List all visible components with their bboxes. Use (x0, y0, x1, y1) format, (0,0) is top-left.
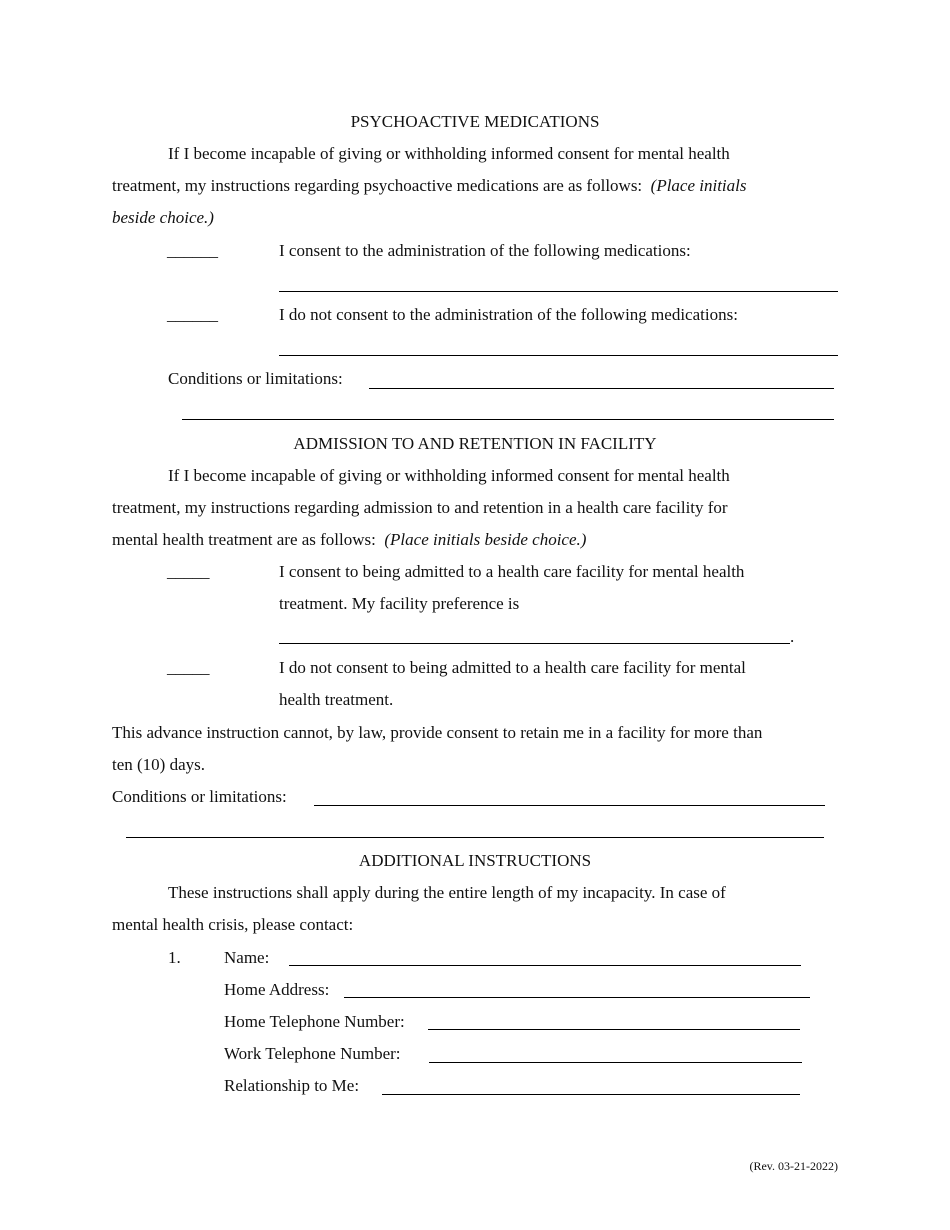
psychoactive-conditions-field[interactable] (369, 388, 834, 389)
law-note-line-1: This advance instruction cannot, by law, provide consent to retain me in a facility for more than (112, 723, 763, 742)
home-phone-field[interactable] (428, 1029, 800, 1030)
consent-meds-field[interactable] (279, 291, 838, 292)
no-consent-admission-label-1: I do not consent to being admitted to a health care facility for mental (279, 658, 746, 677)
psychoactive-intro-note-cont: beside choice.) (112, 208, 214, 227)
initials-no-consent-meds[interactable]: ______ (167, 305, 218, 324)
no-consent-meds-label: I do not consent to the administration of the following medications: (279, 305, 738, 324)
psychoactive-heading: PSYCHOACTIVE MEDICATIONS (350, 112, 600, 131)
law-note-line-2: ten (10) days. (112, 755, 206, 774)
name-field[interactable] (289, 965, 801, 966)
initials-no-consent-admission[interactable]: _____ (167, 658, 210, 677)
admission-intro-line-3 (112, 530, 586, 550)
initials-consent-meds[interactable]: ______ (167, 241, 218, 260)
additional-intro-line-1: These instructions shall apply during the entire length of my incapacity. In case of (168, 883, 726, 902)
additional-heading: ADDITIONAL INSTRUCTIONS (358, 851, 592, 870)
work-phone-field[interactable] (429, 1062, 802, 1063)
admission-intro-text: mental health treatment are as follows: (112, 530, 376, 549)
psychoactive-conditions-label: Conditions or limitations: (168, 369, 343, 388)
work-phone-label: Work Telephone Number: (224, 1044, 401, 1063)
psychoactive-intro-line-1: If I become incapable of giving or withholding informed consent for mental health (168, 144, 730, 163)
relationship-field[interactable] (382, 1094, 800, 1095)
consent-admission-label-2: treatment. My facility preference is (279, 594, 520, 613)
relationship-label: Relationship to Me: (224, 1076, 360, 1095)
psychoactive-intro-text: treatment, my instructions regarding psychoactive medications are as follows: (112, 176, 643, 195)
initials-consent-admission[interactable]: _____ (167, 562, 210, 581)
name-label: Name: (224, 948, 270, 967)
no-consent-admission-label-2: health treatment. (279, 690, 394, 709)
consent-admission-label-1: I consent to being admitted to a health care facility for mental health (279, 562, 745, 581)
additional-intro-line-2: mental health crisis, please contact: (112, 915, 354, 934)
admission-conditions-label: Conditions or limitations: (112, 787, 287, 806)
psychoactive-intro-line-2 (112, 176, 747, 196)
psychoactive-intro-line-3 (112, 208, 214, 228)
psychoactive-conditions-field-2[interactable] (182, 419, 834, 420)
psychoactive-intro-note: (Place initials (650, 176, 747, 195)
home-address-label: Home Address: (224, 980, 330, 999)
revision-date: (Rev. 03-21-2022) (749, 1159, 838, 1173)
no-consent-meds-field[interactable] (279, 355, 838, 356)
admission-intro-line-2: treatment, my instructions regarding admission to and retention in a health care facility for (112, 498, 728, 517)
home-address-field[interactable] (344, 997, 810, 998)
facility-preference-period: . (790, 627, 795, 646)
admission-conditions-field-2[interactable] (126, 837, 824, 838)
admission-intro-line-1: If I become incapable of giving or withholding informed consent for mental health (168, 466, 730, 485)
admission-conditions-field[interactable] (314, 805, 825, 806)
admission-intro-note: (Place initials beside choice.) (384, 530, 587, 549)
contact-number: 1. (168, 948, 181, 967)
home-phone-label: Home Telephone Number: (224, 1012, 405, 1031)
admission-heading: ADMISSION TO AND RETENTION IN FACILITY (293, 434, 657, 453)
consent-meds-label: I consent to the administration of the following medications: (279, 241, 691, 260)
facility-preference-field[interactable] (279, 643, 790, 644)
